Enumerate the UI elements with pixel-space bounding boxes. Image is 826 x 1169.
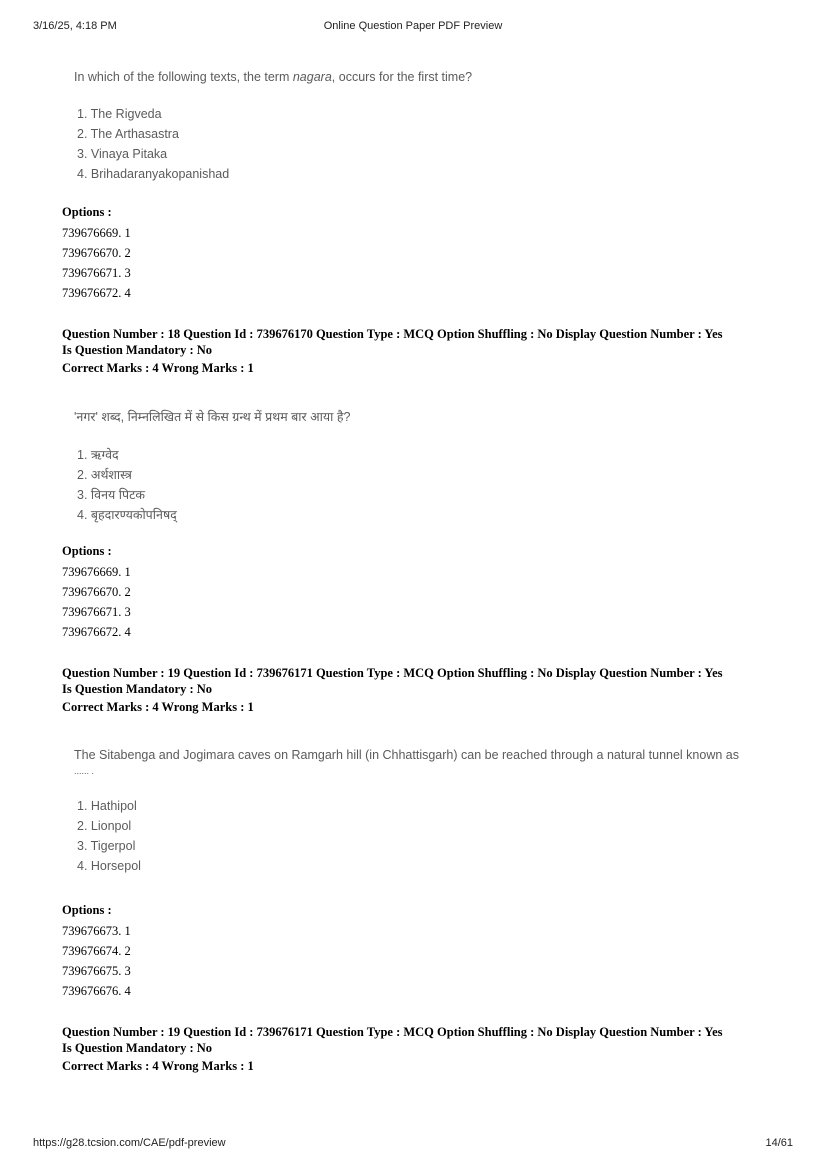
- question-text-continuation: ...... .: [74, 766, 95, 776]
- marks-line: Correct Marks : 4 Wrong Marks : 1: [62, 361, 254, 375]
- page-url: https://g28.tcsion.com/CAE/pdf-preview: [33, 1137, 226, 1149]
- question-meta: [62, 1024, 782, 1074]
- choice-list: [74, 104, 472, 184]
- options-label: Options :: [62, 544, 112, 558]
- choice-item: 2. The Arthasastra: [77, 127, 179, 141]
- question-mandatory-line: Is Question Mandatory : No: [62, 1041, 213, 1055]
- option-id: 739676672. 4: [62, 625, 131, 639]
- choice-item: 4. Brihadaranyakopanishad: [77, 167, 230, 181]
- choice-item: 2. अर्थशास्त्र: [77, 468, 132, 482]
- question-image-hindi: [74, 408, 350, 525]
- choice-item: 1. Hathipol: [77, 799, 137, 813]
- page-number: 14/61: [765, 1137, 793, 1149]
- option-id: 739676670. 2: [62, 585, 131, 599]
- marks-line: Correct Marks : 4 Wrong Marks : 1: [62, 1059, 254, 1073]
- option-id: 739676669. 1: [62, 226, 131, 240]
- choice-item: 4. Horsepol: [77, 859, 141, 873]
- question-meta: [62, 665, 782, 715]
- print-datetime: 3/16/25, 4:18 PM: [33, 20, 117, 32]
- question-meta: [62, 326, 782, 376]
- options-block: [62, 544, 131, 642]
- option-id: 739676671. 3: [62, 266, 131, 280]
- options-label: Options :: [62, 205, 112, 219]
- question-meta-line: Question Number : 19 Question Id : 739676171 Question Type : MCQ Option Shuffling : No Display Question Number : Yes: [62, 1025, 723, 1039]
- option-id: 739676673. 1: [62, 924, 131, 938]
- choice-item: 2. Lionpol: [77, 819, 132, 833]
- options-label: Options :: [62, 903, 112, 917]
- marks-line: Correct Marks : 4 Wrong Marks : 1: [62, 700, 254, 714]
- options-block: [62, 205, 131, 303]
- option-id: 739676670. 2: [62, 246, 131, 260]
- question-text: In which of the following texts, the term nagara, occurs for the first time?: [74, 70, 473, 84]
- options-block: [62, 903, 131, 1001]
- page-title: Online Question Paper PDF Preview: [323, 20, 503, 32]
- option-id: 739676676. 4: [62, 984, 131, 998]
- option-id: 739676669. 1: [62, 565, 131, 579]
- question-meta-line: Question Number : 18 Question Id : 739676170 Question Type : MCQ Option Shuffling : No Display Question Number : Yes: [62, 327, 723, 341]
- option-id: 739676671. 3: [62, 605, 131, 619]
- option-id: 739676674. 2: [62, 944, 131, 958]
- option-id: 739676672. 4: [62, 286, 131, 300]
- option-id: 739676675. 3: [62, 964, 131, 978]
- question-image-english: [74, 748, 739, 876]
- question-text: 'नगर' शब्द, निम्नलिखित में से किस ग्रन्थ में प्रथम बार आया है?: [74, 410, 351, 424]
- choice-item: 1. ऋग्वेद: [77, 448, 119, 462]
- choice-item: 4. बृहदारण्यकोपनिषद्: [77, 508, 177, 522]
- question-image-english: [74, 70, 472, 184]
- choice-item: 3. Tigerpol: [77, 839, 136, 853]
- choice-list: [74, 445, 350, 525]
- choice-item: 3. Vinaya Pitaka: [77, 147, 168, 161]
- question-mandatory-line: Is Question Mandatory : No: [62, 682, 213, 696]
- question-text: The Sitabenga and Jogimara caves on Ramgarh hill (in Chhattisgarh) can be reached through a natural tunnel known as: [74, 748, 739, 762]
- question-meta-line: Question Number : 19 Question Id : 739676171 Question Type : MCQ Option Shuffling : No Display Question Number : Yes: [62, 666, 723, 680]
- choice-list: [74, 796, 739, 876]
- choice-item: 3. विनय पिटक: [77, 488, 145, 502]
- question-mandatory-line: Is Question Mandatory : No: [62, 343, 213, 357]
- choice-item: 1. The Rigveda: [77, 107, 162, 121]
